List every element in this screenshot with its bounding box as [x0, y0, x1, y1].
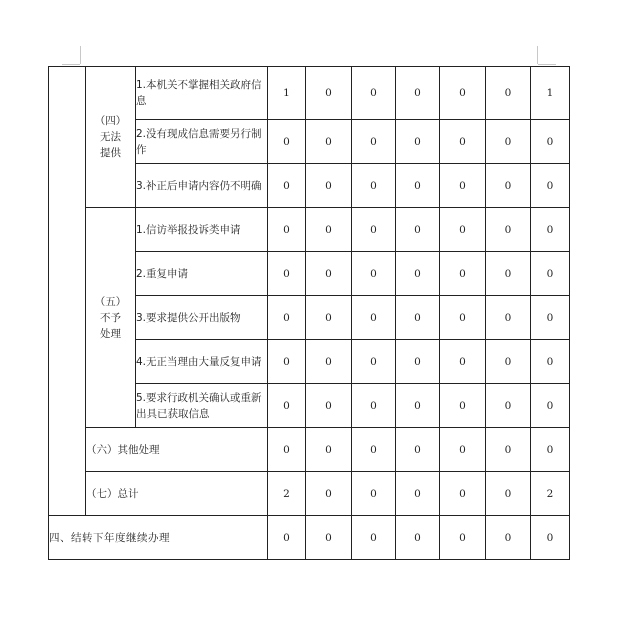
- row-label: 3.要求提供公开出版物: [136, 296, 268, 340]
- value-cell: 0: [486, 296, 531, 340]
- row-label: 5.要求行政机关确认或重新出具已获取信息: [136, 384, 268, 428]
- value-cell-total: 0: [531, 164, 570, 208]
- value-cell: 0: [352, 428, 396, 472]
- value-cell: 0: [440, 120, 486, 164]
- value-cell: 0: [396, 428, 440, 472]
- crop-mark-right-horizontal: [538, 64, 556, 65]
- value-cell: 0: [352, 164, 396, 208]
- value-cell: 0: [306, 340, 352, 384]
- value-cell: 0: [352, 296, 396, 340]
- value-cell: 0: [268, 384, 306, 428]
- value-cell-total: 0: [531, 252, 570, 296]
- value-cell: 0: [486, 516, 531, 560]
- row-label: 4.无正当理由大量反复申请: [136, 340, 268, 384]
- value-cell: 0: [396, 472, 440, 516]
- table-row: [49, 208, 570, 252]
- value-cell: 0: [352, 120, 396, 164]
- table-row: [49, 472, 570, 516]
- value-cell: 0: [306, 120, 352, 164]
- value-cell-total: 0: [531, 340, 570, 384]
- row-label: 1.本机关不掌握相关政府信息: [136, 67, 268, 120]
- value-cell: 0: [306, 516, 352, 560]
- value-cell: 0: [396, 296, 440, 340]
- indent-cell: [49, 67, 86, 516]
- table-row: [49, 516, 570, 560]
- value-cell: 0: [486, 164, 531, 208]
- value-cell: 0: [352, 252, 396, 296]
- value-cell: 0: [396, 164, 440, 208]
- value-cell: 0: [268, 296, 306, 340]
- value-cell: 0: [440, 296, 486, 340]
- value-cell: 0: [268, 340, 306, 384]
- value-cell: 0: [440, 516, 486, 560]
- crop-mark-right-vertical: [537, 46, 538, 64]
- value-cell: 0: [352, 340, 396, 384]
- value-cell: 0: [440, 208, 486, 252]
- table-row: [49, 428, 570, 472]
- value-cell-total: 0: [531, 120, 570, 164]
- value-cell-total: 2: [531, 472, 570, 516]
- value-cell: 0: [306, 428, 352, 472]
- value-cell: 0: [440, 340, 486, 384]
- value-cell: 0: [352, 516, 396, 560]
- value-cell: 0: [396, 120, 440, 164]
- value-cell: 0: [486, 472, 531, 516]
- value-cell: 0: [440, 67, 486, 120]
- crop-mark-left-vertical: [80, 46, 81, 64]
- value-cell: 0: [440, 428, 486, 472]
- value-cell: 0: [396, 208, 440, 252]
- section-label-cannot-provide: （四） 无法 提供: [86, 67, 136, 208]
- value-cell: 0: [486, 428, 531, 472]
- value-cell: 0: [396, 67, 440, 120]
- value-cell: 0: [306, 296, 352, 340]
- value-cell: 0: [486, 67, 531, 120]
- value-cell: 0: [268, 428, 306, 472]
- value-cell: 0: [396, 384, 440, 428]
- row-label: 3.补正后申请内容仍不明确: [136, 164, 268, 208]
- value-cell: 0: [486, 120, 531, 164]
- section-label-not-processed: （五） 不予 处理: [86, 208, 136, 428]
- value-cell: 0: [306, 252, 352, 296]
- value-cell-total: 0: [531, 428, 570, 472]
- value-cell: 0: [396, 516, 440, 560]
- value-cell: 0: [352, 472, 396, 516]
- value-cell: 0: [486, 340, 531, 384]
- value-cell: 0: [306, 208, 352, 252]
- statistics-table: [48, 66, 570, 560]
- value-cell: 0: [352, 208, 396, 252]
- row-label-total: （七）总计: [86, 472, 268, 516]
- value-cell: 0: [352, 384, 396, 428]
- value-cell: 0: [440, 252, 486, 296]
- value-cell: 1: [268, 67, 306, 120]
- row-label: 2.没有现成信息需要另行制作: [136, 120, 268, 164]
- value-cell-total: 0: [531, 296, 570, 340]
- value-cell: 0: [268, 516, 306, 560]
- row-label-other: （六）其他处理: [86, 428, 268, 472]
- value-cell-total: 0: [531, 516, 570, 560]
- row-label-carryover: 四、结转下年度继续办理: [49, 516, 268, 560]
- value-cell: 0: [268, 120, 306, 164]
- row-label: 2.重复申请: [136, 252, 268, 296]
- value-cell: 0: [268, 252, 306, 296]
- value-cell-total: 0: [531, 384, 570, 428]
- value-cell: 0: [306, 472, 352, 516]
- value-cell: 0: [306, 67, 352, 120]
- table-row: [49, 67, 570, 120]
- value-cell: 2: [268, 472, 306, 516]
- value-cell-total: 1: [531, 67, 570, 120]
- crop-mark-left-horizontal: [62, 64, 80, 65]
- value-cell: 0: [486, 252, 531, 296]
- value-cell: 0: [440, 164, 486, 208]
- value-cell: 0: [486, 208, 531, 252]
- value-cell: 0: [440, 384, 486, 428]
- value-cell: 0: [486, 384, 531, 428]
- value-cell: 0: [396, 340, 440, 384]
- value-cell: 0: [306, 164, 352, 208]
- value-cell: 0: [396, 252, 440, 296]
- value-cell: 0: [306, 384, 352, 428]
- value-cell: 0: [352, 67, 396, 120]
- value-cell: 0: [440, 472, 486, 516]
- value-cell-total: 0: [531, 208, 570, 252]
- row-label: 1.信访举报投诉类申请: [136, 208, 268, 252]
- value-cell: 0: [268, 208, 306, 252]
- value-cell: 0: [268, 164, 306, 208]
